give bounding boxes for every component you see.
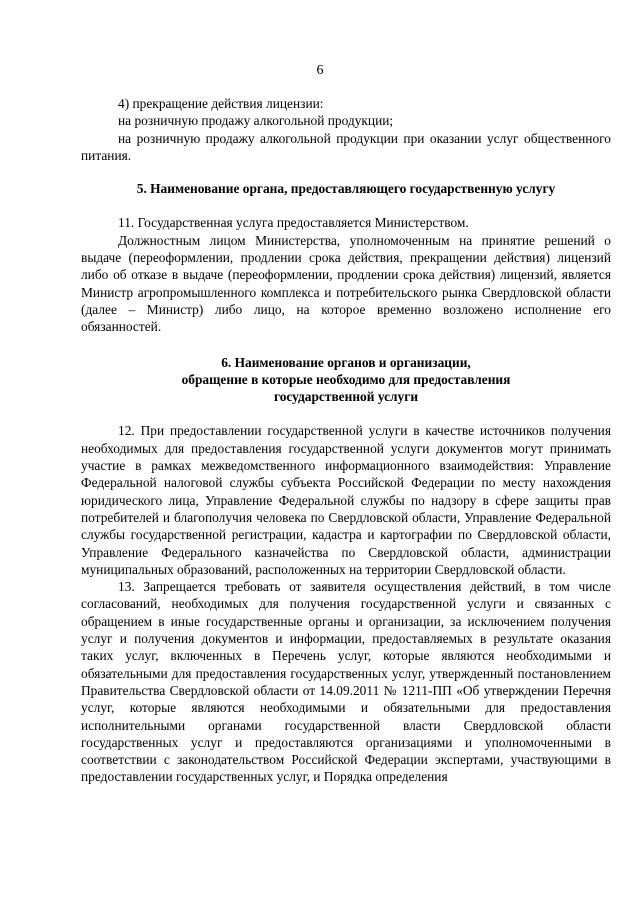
section-6-heading-line-1: 6. Наименование органов и организации, [221, 354, 471, 370]
section-6-heading-line-2: обращение в которые необходимо для предоставления [181, 371, 511, 387]
section-6-heading-line-3: государственной услуги [273, 389, 419, 405]
paragraph-retail-alcohol: на розничную продажу алкогольной продукции; [118, 113, 394, 129]
paragraph-11: 11. Государственная услуга предоставляется Министерством. [118, 215, 469, 231]
paragraph-13: 13. Запрещается требовать от заявителя осуществления действий, в том числе согласований, необходимых для получения государственной услуги и связанных с обращением в иные государственные органы и организации, за исключением получения услуг и получения документов и информации, предоставляемых в результате оказания таких услуг, включенных в Перечень услуг, которые являются необходимыми и обязательными для предоставления государственных услуг, утвержденный постановлением Правительства Свердловской области от 14.09.2011 № 1211-ПП «Об утверждении Перечня услуг, которые являются необходимыми и обязательными для предоставления исполнительными органами государственной власти Свердловской области государственных услуг и предоставляются организациями и уполномоченными в соответствии с законодательством Российской Федерации экспертами, участвующими в предоставлении государственных услуг, и Порядка определения [81, 579, 611, 785]
page-number: 6 [316, 63, 324, 78]
paragraph-official: Должностным лицом Министерства, уполномоченным на принятие решений о выдаче (переоформлении, продлении срока действия, прекращении действия) лицензий либо об отказе в выдаче (переоформлении, продлении срока действия) лицензий, является Министр агропромышленного комплекса и потребительского рынка Свердловской области (далее – Министр) либо лицо, на которое временно возложено исполнение его обязанностей. [81, 232, 611, 335]
paragraph-license-termination: 4) прекращение действия лицензии: [118, 96, 324, 111]
paragraph-12: 12. При предоставлении государственной услуги в качестве источников получения необходимых для предоставления государственной услуги документов могут принимать участие в рамках межведомственного информационного взаимодействия: Управление Федеральной налоговой службы субъекта Российской Федерации по месту нахождения юридического лица, Управление Федеральной службы по надзору в сфере защиты прав потребителей и благополучия человека по Свердловской области, Управление Федеральной службы государственной регистрации, кадастра и картографии по Свердловской области, Управление Федерального казначейства по Свердловской области, администрации муниципальных образований, расположенных на территории Свердловской области. [81, 423, 611, 577]
document-body [81, 95, 611, 786]
section-5-heading: 5. Наименование органа, предоставляющего государственную услугу [136, 181, 556, 197]
paragraph-retail-alcohol-catering: на розничную продажу алкогольной продукции при оказании услуг общественного питания. [81, 130, 611, 163]
